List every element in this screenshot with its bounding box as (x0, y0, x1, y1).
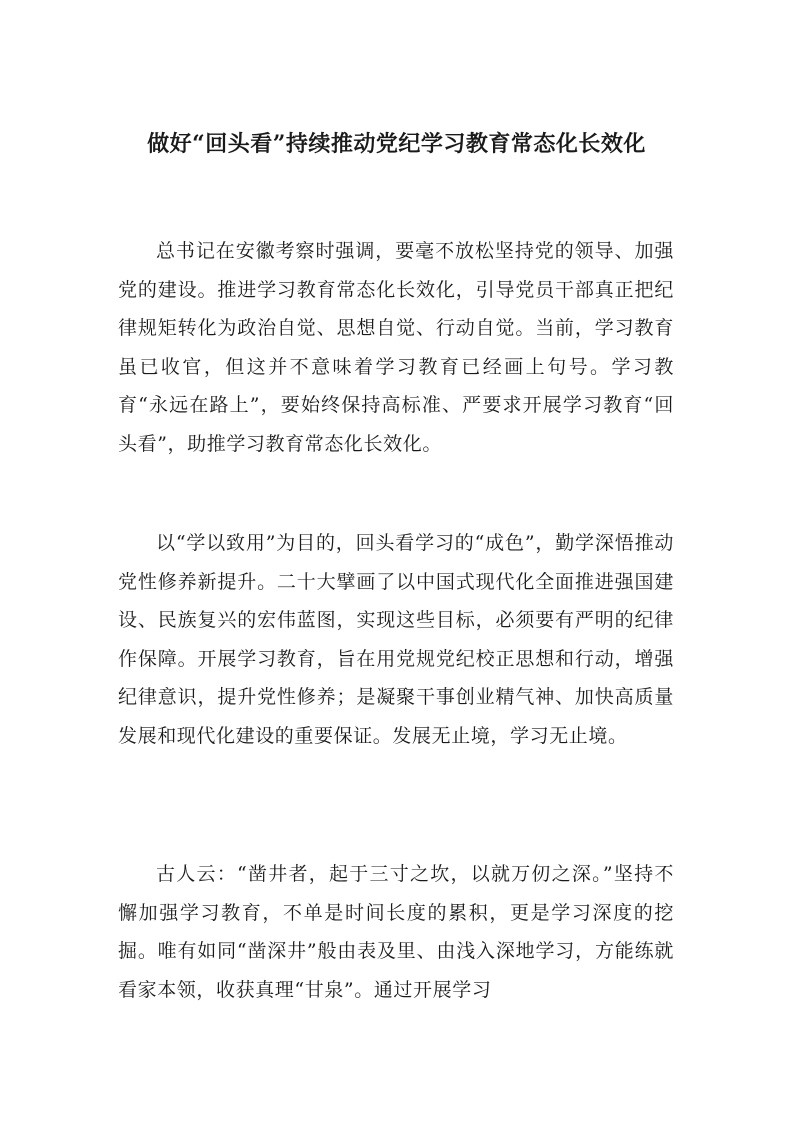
paragraph-2: 以“学以致用”为目的，回头看学习的“成色”，勤学深悟推动党性修养新提升。二十大擘画了以中国式现代化全面推进强国建设、民族复兴的宏伟蓝图，实现这些目标，必须要有严明的纪律作保障。开展学习教育，旨在用党规党纪校正思想和行动，增强纪律意识，提升党性修养；是凝聚干事创业精气神、加快高质量发展和现代化建设的重要保证。发展无止境，学习无止境。 (118, 532, 674, 747)
document-title: 做好“回头看”持续推动党纪学习教育常态化长效化 (147, 131, 646, 157)
paragraph-1: 总书记在安徽考察时强调，要毫不放松坚持党的领导、加强党的建设。推进学习教育常态化长效化，引导党员干部真正把纪律规矩转化为政治自觉、思想自觉、行动自觉。当前，学习教育虽已收官，但这并不意味着学习教育已经画上句号。学习教育“永远在路上”，要始终保持高标准、严要求开展学习教育“回头看”，助推学习教育常态化长效化。 (118, 240, 674, 455)
paragraph-3: 古人云：“凿井者，起于三寸之坎，以就万仞之深。”坚持不懈加强学习教育，不单是时间长度的累积，更是学习深度的挖掘。唯有如同“凿深井”般由表及里、由浅入深地学习，方能练就看家本领，收获真理“甘泉”。通过开展学习 (118, 863, 674, 1001)
